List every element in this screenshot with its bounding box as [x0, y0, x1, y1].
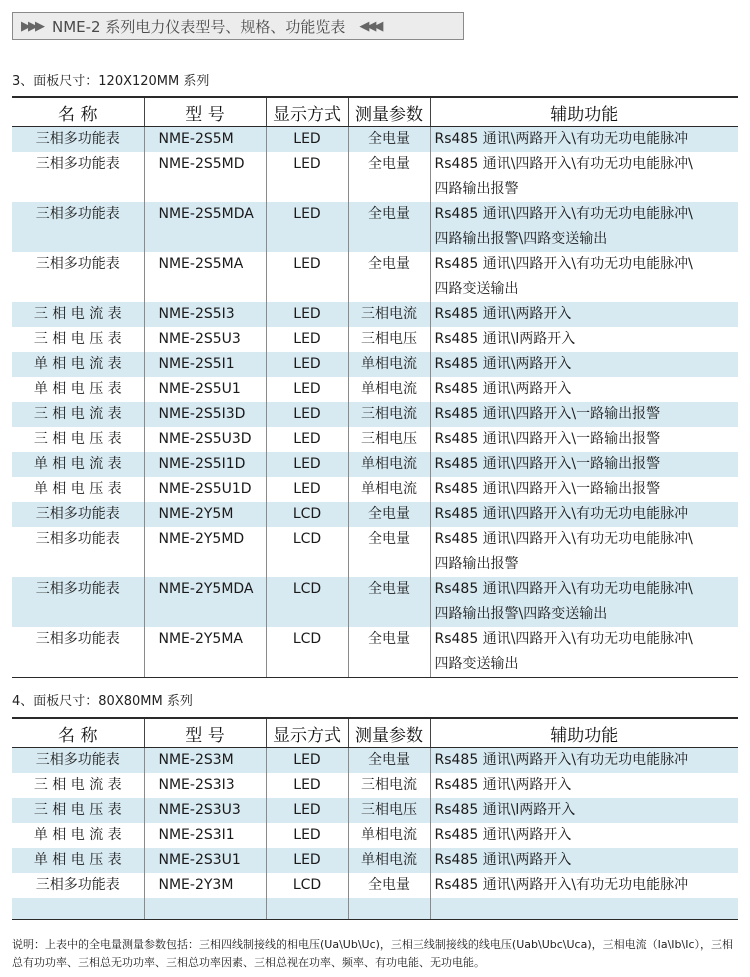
banner-arrows-right-icon: ▶▶▶: [21, 18, 42, 34]
product-name-cell: 单 相 电 流 表: [33, 827, 122, 843]
header-name: 名 称: [12, 718, 144, 748]
banner-arrows-left-icon: ◀◀◀: [359, 18, 381, 34]
model-cell: NME-2S3I1: [144, 823, 266, 848]
function-line: Rs485 通讯\四路开入\有功无功电能脉冲\: [434, 531, 693, 547]
display-cell: LED: [266, 352, 348, 377]
measure-cell: 单相电流: [348, 823, 430, 848]
measure-cell: 三相电流: [348, 402, 430, 427]
function-cell: [430, 127, 738, 153]
model-cell: NME-2Y5MDA: [144, 577, 266, 627]
function-cell: [430, 202, 738, 252]
measure-cell: 三相电压: [348, 327, 430, 352]
product-name-cell: 三 相 电 流 表: [33, 777, 122, 793]
display-cell: LED: [266, 748, 348, 774]
footnote: 说明：上表中的全电量测量参数包括：三相四线制接线的相电压(Ua\Ub\Uc)，三相三线制接线的线电压(Uab\Ubc\Uca)，三相电流（Ia\Ib\Ic），三相总有功功率、三相总无功功率、三相总功率因素、三相总视在功率、频率、有功电能、无功电能。: [12, 938, 734, 969]
table-row: [12, 427, 738, 452]
spec-table-80mm: [12, 717, 738, 920]
measure-cell: 三相电压: [348, 798, 430, 823]
measure-cell: 单相电流: [348, 848, 430, 873]
table-row: [12, 798, 738, 823]
function-cell: [430, 252, 738, 302]
product-name-cell: 三 相 电 压 表: [33, 331, 122, 347]
model-cell: NME-2S5U1D: [144, 477, 266, 502]
model-cell: NME-2S5M: [144, 127, 266, 153]
display-cell: LED: [266, 252, 348, 302]
table-row: [12, 823, 738, 848]
measure-cell: 全电量: [348, 252, 430, 302]
spec-table-120mm: [12, 96, 738, 678]
header-display: 显示方式: [266, 718, 348, 748]
measure-cell: 全电量: [348, 873, 430, 898]
banner-title: NME-2 系列电力仪表型号、规格、功能览表: [52, 17, 346, 36]
function-cell: [430, 427, 738, 452]
header-measure: 测量参数: [348, 97, 430, 127]
display-cell: LED: [266, 848, 348, 873]
function-line: 四路输出报警: [434, 181, 519, 197]
display-cell: LED: [266, 823, 348, 848]
table-row: [12, 577, 738, 627]
function-line: Rs485 通讯\l两路开入: [434, 331, 576, 347]
product-name-cell: 三 相 电 流 表: [12, 402, 144, 427]
table-row: [12, 873, 738, 898]
model-cell: NME-2S5U1: [144, 377, 266, 402]
table-header-row: [12, 97, 738, 127]
model-cell: NME-2S3I3: [144, 773, 266, 798]
measure-cell: 全电量: [348, 202, 430, 252]
table-row: [12, 352, 738, 377]
function-cell: [430, 152, 738, 202]
function-line: Rs485 通讯\两路开入\有功无功电能脉冲: [434, 877, 689, 893]
display-cell: LED: [266, 773, 348, 798]
product-name-cell: 三相多功能表: [12, 202, 144, 252]
function-cell: [430, 873, 738, 898]
function-line: Rs485 通讯\两路开入: [434, 356, 572, 372]
display-cell: LED: [266, 202, 348, 252]
function-line: Rs485 通讯\两路开入: [434, 777, 572, 793]
model-cell: NME-2S3M: [144, 748, 266, 774]
model-cell: NME-2S3U3: [144, 798, 266, 823]
product-name-cell: 三相多功能表: [12, 627, 144, 678]
table-header-row: [12, 718, 738, 748]
header-function: 辅助功能: [430, 718, 738, 748]
measure-cell: 全电量: [348, 527, 430, 577]
function-cell: [430, 377, 738, 402]
function-line: Rs485 通讯\四路开入\有功无功电能脉冲\: [434, 156, 693, 172]
function-line: 四路输出报警: [434, 556, 519, 572]
product-name-cell: 三 相 电 流 表: [12, 302, 144, 327]
display-cell: LED: [266, 402, 348, 427]
table-row: [12, 252, 738, 302]
function-line: Rs485 通讯\四路开入\一路输出报警: [434, 481, 661, 497]
function-cell: [430, 402, 738, 427]
model-cell: NME-2Y5M: [144, 502, 266, 527]
function-line: 四路输出报警\四路变送输出: [434, 606, 608, 622]
display-cell: LCD: [266, 627, 348, 678]
table-row: [12, 202, 738, 252]
function-line: Rs485 通讯\两路开入: [434, 306, 572, 322]
display-cell: LED: [266, 452, 348, 477]
display-cell: LED: [266, 427, 348, 452]
empty-cell: [430, 898, 738, 920]
display-cell: LCD: [266, 577, 348, 627]
function-line: Rs485 通讯\两路开入\有功无功电能脉冲: [434, 752, 689, 768]
header-measure: 测量参数: [348, 718, 430, 748]
display-cell: LED: [266, 152, 348, 202]
product-name-cell: 三相多功能表: [12, 502, 144, 527]
model-cell: NME-2S5MA: [144, 252, 266, 302]
display-cell: LED: [266, 302, 348, 327]
function-cell: [430, 627, 738, 678]
table-row: [12, 452, 738, 477]
display-cell: LED: [266, 377, 348, 402]
measure-cell: 全电量: [348, 748, 430, 774]
function-line: Rs485 通讯\四路开入\一路输出报警: [434, 456, 661, 472]
empty-cell: [144, 898, 266, 920]
measure-cell: 三相电流: [348, 773, 430, 798]
measure-cell: 单相电流: [348, 352, 430, 377]
series-banner: [12, 12, 464, 40]
display-cell: LCD: [266, 502, 348, 527]
table-row: [12, 477, 738, 502]
model-cell: NME-2S5U3D: [144, 427, 266, 452]
function-cell: [430, 502, 738, 527]
function-line: Rs485 通讯\四路开入\有功无功电能脉冲\: [434, 581, 693, 597]
function-cell: [430, 577, 738, 627]
table-row: [12, 527, 738, 577]
product-name-cell: 三相多功能表: [35, 531, 120, 547]
product-name-cell: 单 相 电 流 表: [12, 352, 144, 377]
function-line: 四路输出报警\四路变送输出: [434, 231, 608, 247]
function-line: Rs485 通讯\两路开入: [434, 852, 572, 868]
section3-title: 3、面板尺寸：120X120MM 系列: [12, 74, 210, 89]
product-name-cell: 三相多功能表: [12, 577, 144, 627]
empty-cell: [12, 898, 144, 920]
model-cell: NME-2S5MDA: [144, 202, 266, 252]
model-cell: NME-2Y5MD: [144, 527, 266, 577]
product-name-cell: 三 相 电 压 表: [12, 798, 144, 823]
measure-cell: 全电量: [348, 627, 430, 678]
display-cell: LED: [266, 477, 348, 502]
function-line: Rs485 通讯\两路开入\有功无功电能脉冲: [434, 131, 689, 147]
function-line: Rs485 通讯\两路开入: [434, 381, 572, 397]
measure-cell: 单相电流: [348, 477, 430, 502]
function-cell: [430, 773, 738, 798]
product-name-cell: 单 相 电 压 表: [33, 381, 122, 397]
product-name-cell: 单 相 电 压 表: [33, 481, 122, 497]
product-name-cell: 单 相 电 流 表: [12, 452, 144, 477]
product-name-cell: 三相多功能表: [35, 256, 120, 272]
table-row: [12, 327, 738, 352]
product-name-cell: 三 相 电 压 表: [33, 431, 122, 447]
function-cell: [430, 477, 738, 502]
function-cell: [430, 302, 738, 327]
table-row: [12, 848, 738, 873]
product-name-cell: 三相多功能表: [35, 156, 120, 172]
measure-cell: 单相电流: [348, 377, 430, 402]
display-cell: LCD: [266, 527, 348, 577]
product-name-cell: 三相多功能表: [35, 877, 120, 893]
table-row: [12, 402, 738, 427]
product-name-cell: 单 相 电 压 表: [12, 848, 144, 873]
measure-cell: 全电量: [348, 127, 430, 153]
model-cell: NME-2S5MD: [144, 152, 266, 202]
header-display: 显示方式: [266, 97, 348, 127]
measure-cell: 单相电流: [348, 452, 430, 477]
display-cell: LED: [266, 798, 348, 823]
display-cell: LED: [266, 127, 348, 153]
table-row: [12, 502, 738, 527]
function-line: Rs485 通讯\四路开入\一路输出报警: [434, 406, 661, 422]
function-cell: [430, 748, 738, 774]
model-cell: NME-2S5I1D: [144, 452, 266, 477]
function-line: Rs485 通讯\四路开入\有功无功电能脉冲\: [434, 256, 693, 272]
header-model: 型 号: [144, 97, 266, 127]
function-line: Rs485 通讯\四路开入\有功无功电能脉冲\: [434, 206, 693, 222]
measure-cell: 全电量: [348, 577, 430, 627]
function-line: Rs485 通讯\四路开入\有功无功电能脉冲: [434, 506, 689, 522]
function-cell: [430, 452, 738, 477]
function-line: Rs485 通讯\l两路开入: [434, 802, 576, 818]
function-cell: [430, 823, 738, 848]
function-line: 四路变送输出: [434, 281, 519, 297]
table-row: [12, 302, 738, 327]
function-line: Rs485 通讯\四路开入\有功无功电能脉冲\: [434, 631, 693, 647]
function-cell: [430, 327, 738, 352]
table-row: [12, 748, 738, 774]
measure-cell: 全电量: [348, 152, 430, 202]
table-row: [12, 127, 738, 153]
model-cell: NME-2S5U3: [144, 327, 266, 352]
display-cell: LED: [266, 327, 348, 352]
measure-cell: 全电量: [348, 502, 430, 527]
function-line: Rs485 通讯\两路开入: [434, 827, 572, 843]
model-cell: NME-2S3U1: [144, 848, 266, 873]
measure-cell: 三相电压: [348, 427, 430, 452]
function-cell: [430, 848, 738, 873]
table-row: [12, 377, 738, 402]
empty-cell: [266, 898, 348, 920]
display-cell: LCD: [266, 873, 348, 898]
measure-cell: 三相电流: [348, 302, 430, 327]
model-cell: NME-2S5I1: [144, 352, 266, 377]
empty-cell: [348, 898, 430, 920]
function-line: 四路变送输出: [434, 656, 519, 672]
header-function: 辅助功能: [430, 97, 738, 127]
header-name: 名 称: [12, 97, 144, 127]
function-cell: [430, 527, 738, 577]
table-row: [12, 152, 738, 202]
function-line: Rs485 通讯\四路开入\一路输出报警: [434, 431, 661, 447]
function-cell: [430, 798, 738, 823]
table-row: [12, 773, 738, 798]
model-cell: NME-2Y3M: [144, 873, 266, 898]
model-cell: NME-2Y5MA: [144, 627, 266, 678]
product-name-cell: 三相多功能表: [12, 127, 144, 153]
header-model: 型 号: [144, 718, 266, 748]
function-cell: [430, 352, 738, 377]
section4-title: 4、面板尺寸：80X80MM 系列: [12, 694, 193, 709]
table-empty-row: [12, 898, 738, 920]
table-row: [12, 627, 738, 678]
model-cell: NME-2S5I3: [144, 302, 266, 327]
product-name-cell: 三相多功能表: [12, 748, 144, 774]
model-cell: NME-2S5I3D: [144, 402, 266, 427]
